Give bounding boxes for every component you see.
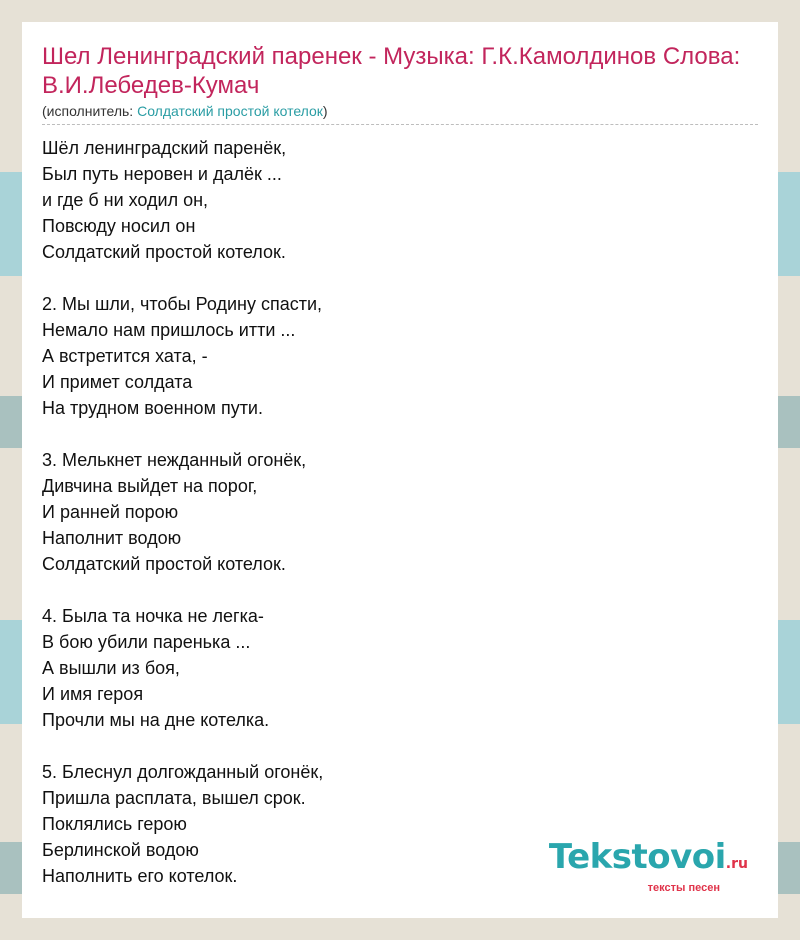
lyrics-line: Наполнить его котелок. [42, 866, 238, 886]
lyrics-line: А встретится хата, - [42, 346, 208, 366]
logo-tagline: тексты песен [647, 882, 720, 894]
lyrics-line: И примет солдата [42, 372, 193, 392]
lyrics-line: Наполнит водою [42, 528, 182, 548]
lyrics-card [22, 22, 778, 918]
logo-tld: .ru [725, 856, 748, 872]
song-title: Шел Ленинградский паренек - Музыка: Г.К.Камолдинов Слова: В.И.Лебедев-Кумач [42, 43, 741, 99]
performer-suffix: ) [322, 103, 328, 119]
lyrics-blank-line [42, 733, 758, 759]
lyrics-blank-line [42, 265, 758, 291]
lyrics-line: Дивчина выйдет на порог, [42, 476, 258, 496]
performer-prefix: (исполнитель: [42, 103, 138, 119]
lyrics-line: Шёл ленинградский паренёк, [42, 138, 287, 158]
lyrics-line: И имя героя [42, 684, 144, 704]
lyrics-line: Немало нам пришлось итти ... [42, 320, 296, 340]
site-logo[interactable] [549, 839, 748, 894]
lyrics-line: 3. Мелькнет нежданный огонёк, [42, 450, 307, 470]
lyrics-line: На трудном военном пути. [42, 398, 263, 418]
lyrics-line: Солдатский простой котелок. [42, 242, 286, 262]
performer-link[interactable]: Солдатский простой котелок [137, 103, 323, 119]
lyrics-line: 4. Была та ночка не легка- [42, 606, 264, 626]
lyrics-line: Солдатский простой котелок. [42, 554, 286, 574]
lyrics-line: 2. Мы шли, чтобы Родину спасти, [42, 294, 323, 314]
lyrics-line: Поклялись герою [42, 814, 187, 834]
logo-wordmark: Tekstovoi.ru [548, 837, 748, 877]
lyrics-line: А вышли из боя, [42, 658, 180, 678]
lyrics-line: Повсюду носил он [42, 216, 196, 236]
lyrics-line: и где б ни ходил он, [42, 190, 209, 210]
lyrics-line: В бою убили паренька ... [42, 632, 251, 652]
lyrics-line: И ранней порою [42, 502, 179, 522]
lyrics-line: Берлинской водою [42, 840, 199, 860]
lyrics-blank-line [42, 421, 758, 447]
performer-line [42, 102, 758, 125]
lyrics-blank-line [42, 577, 758, 603]
lyrics-line: Пришла расплата, вышел срок. [42, 788, 306, 808]
lyrics-line: Прочли мы на дне котелка. [42, 710, 270, 730]
lyrics-text [42, 135, 758, 889]
lyrics-line: 5. Блеснул долгожданный огонёк, [42, 762, 324, 782]
lyrics-line: Был путь неровен и далёк ... [42, 164, 282, 184]
